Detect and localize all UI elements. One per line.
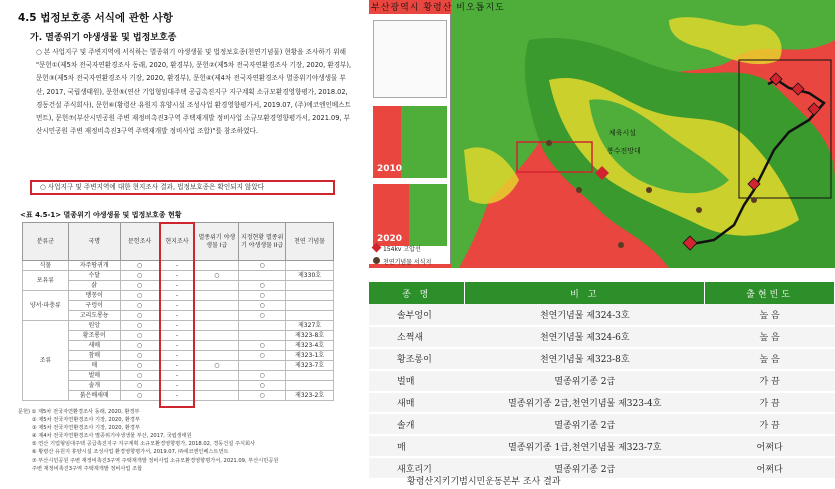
bird-table	[369, 282, 835, 480]
table-cell: 벌매	[68, 371, 120, 381]
references	[18, 408, 363, 473]
table-cell	[195, 371, 239, 381]
table-cell: 참매	[68, 351, 120, 361]
table-cell: -	[159, 311, 195, 321]
table-cell: -	[159, 281, 195, 291]
table-cell: 제323-1호	[286, 351, 334, 361]
bird-name: 솔부엉이	[369, 304, 465, 326]
table-cell	[286, 291, 334, 301]
table-cell: -	[159, 321, 195, 331]
map-title: 부산광역시 황령산 비오톱지도	[371, 3, 505, 13]
table-cell: 삵	[68, 281, 120, 291]
bird-name: 벌매	[369, 370, 465, 392]
table-cell: ○	[120, 321, 159, 331]
table-cell	[195, 321, 239, 331]
bird-name: 소쩍새	[369, 326, 465, 348]
header-class2: 지정현황 멸종위기 야생생물 II급	[239, 223, 286, 261]
table-cell: -	[159, 271, 195, 281]
table-cell	[286, 281, 334, 291]
field-survey-highlight	[159, 222, 195, 408]
table-cell	[195, 331, 239, 341]
table-cell: 새매	[68, 341, 120, 351]
bird-note: 멸종위기종 2급	[465, 413, 705, 435]
table-cell: -	[159, 351, 195, 361]
table-cell: 황조롱이	[68, 331, 120, 341]
reference-line: ③ 제5차 전국자연환경조사 기장, 2020, 환경부	[32, 425, 140, 432]
bird-frequency: 어쩌다	[705, 435, 835, 457]
table-cell	[195, 291, 239, 301]
table-cell: 제323-7호	[286, 361, 334, 371]
table-cell: -	[159, 291, 195, 301]
table-cell: 매	[68, 361, 120, 371]
taxon-cell: 식물	[23, 261, 69, 271]
bird-note: 멸종위기종 1급,천연기념물 제323-7호	[465, 435, 705, 457]
table-cell: ○	[239, 381, 286, 391]
table-cell: -	[159, 341, 195, 351]
bird-row	[369, 392, 835, 414]
reference-line: ② 제5차 전국자연환경조사 기장, 2020, 환경부	[32, 417, 140, 424]
table-cell: ○	[239, 311, 286, 321]
table-cell: -	[159, 381, 195, 391]
bird-row	[369, 370, 835, 392]
bird-table-caption: 황령산지키기범시민운동본부 조사 결과	[407, 477, 561, 487]
table-cell: 제323-8호	[286, 331, 334, 341]
table-cell: ○	[195, 361, 239, 371]
table-cell: 제327호	[286, 321, 334, 331]
table-cell: ○	[239, 351, 286, 361]
table-cell	[239, 361, 286, 371]
bird-name: 황조롱이	[369, 348, 465, 370]
table-cell: ○	[120, 271, 159, 281]
map-and-table-panel	[369, 0, 835, 489]
table-cell: ○	[239, 341, 286, 351]
table-cell	[286, 301, 334, 311]
bird-row	[369, 326, 835, 348]
table-cell: ○	[120, 371, 159, 381]
table-cell: 제330호	[286, 271, 334, 281]
reference-line: ④ 제4차 전국자연환경조사 멸종위기야생생물 부산, 2017, 국립생태원	[32, 433, 192, 440]
taxon-cell: 양서·파충류	[23, 291, 69, 321]
table-cell	[239, 331, 286, 341]
table-cell: ○	[120, 351, 159, 361]
table-cell	[195, 391, 239, 401]
table-cell: ○	[120, 301, 159, 311]
table-cell	[286, 381, 334, 391]
bird-note: 멸종위기종 2급,천연기념물 제323-4호	[465, 392, 705, 414]
thumb-2020-green	[409, 184, 447, 246]
table-cell: -	[159, 301, 195, 311]
table-cell	[286, 371, 334, 381]
table-cell: ○	[120, 341, 159, 351]
table-cell: 고리도롱뇽	[68, 311, 120, 321]
table-cell: ○	[120, 291, 159, 301]
bird-frequency: 높 음	[705, 348, 835, 370]
header-field: 현지조사	[159, 223, 195, 261]
diamond-icon	[372, 243, 382, 253]
bird-frequency: 가 끔	[705, 392, 835, 414]
table-cell: -	[159, 331, 195, 341]
table-cell	[239, 321, 286, 331]
header-taxon: 분류군	[23, 223, 69, 261]
year-2010: 2010	[377, 164, 403, 174]
bird-header-freq: 출현빈도	[705, 282, 835, 304]
map-legend	[373, 244, 431, 266]
table-cell	[195, 351, 239, 361]
bird-note: 천연기념물 제324-3호	[465, 304, 705, 326]
reference-line: ⑥ 황령산 유원지 휴양시설 조성사업 환경영향평가서, 2019.07, ㈜에코엔인베스트먼트	[32, 449, 229, 456]
table-cell: 구렁이	[68, 301, 120, 311]
header-literature: 문헌조사	[120, 223, 159, 261]
table-cell: 수달	[68, 271, 120, 281]
table-cell: ○	[120, 361, 159, 371]
table-cell: ○	[239, 371, 286, 381]
map-layer-panel	[369, 14, 451, 264]
table-cell	[195, 341, 239, 351]
reference-line: 주변 재정비촉진3구역 주택재개발 정비사업 조합	[32, 465, 143, 472]
bird-frequency: 가 끔	[705, 413, 835, 435]
legend-line: 154kv 고압선	[383, 246, 421, 253]
biotope-map	[369, 0, 835, 268]
survey-result-note: ○ 사업지구 및 주변지역에 대한 현지조사 결과, 법정보호종은 확인되지 않았다	[30, 180, 335, 195]
table-cell	[286, 261, 334, 271]
table-cell: ○	[120, 381, 159, 391]
table-cell	[195, 311, 239, 321]
table-cell: 원앙	[68, 321, 120, 331]
table-cell	[239, 271, 286, 281]
year-2020: 2020	[377, 234, 403, 244]
layer-control[interactable]	[373, 20, 447, 98]
table-cell: ○	[120, 331, 159, 341]
table-cell: 제323-2호	[286, 391, 334, 401]
reference-line: ⑦ 부산시민공원 주변 재정비촉진3구역 주택재개발 정비사업 소규모환경영향평가서, 2021.09, 부산시민공원	[32, 457, 279, 464]
map-label-tower: 봉수전망대	[607, 147, 641, 155]
table-cell: ○	[120, 311, 159, 321]
table-caption: <표 4.5-1> 멸종위기 야생생물 및 법정보호종 현황	[20, 211, 182, 219]
table-cell: ○	[239, 301, 286, 311]
taxon-cell: 포유류	[23, 271, 69, 291]
bird-frequency: 높 음	[705, 304, 835, 326]
document-panel	[0, 0, 365, 489]
bird-name: 새호리기	[369, 457, 465, 479]
bird-frequency: 높 음	[705, 326, 835, 348]
survey-paragraph: ○ 본 사업지구 및 주변지역에 서식하는 멸종위기 야생생물 및 법정보호종(천연기념물) 현황을 조사하기 위해 "문헌①(제5차 전국자연환경조사 동래, 2020, 환경부), 문헌②(제5차 전국자연환경조사 기장, 2020, 환경부), 문헌③(제5차 전국자연환경조사 기장, 2020, 환경부), 문헌④(제4차 전국자연환경조사 멸종위기야생생물 부산, 2017, 국립생태원), 문헌⑤(연산 기업형임대주택 공급촉진지구 지구계획 소규모환경영향평가, 2018.02, 경동건설 주식회사), 문헌⑥(황령산 유원지 휴양시설 조성사업 환경영향평가서, 2019.07, (주)에코엔인베스트먼트), 문헌⑦(부산시민공원 주변 재정비촉진3구역 주택재개발 정비사업 소규모환경영향평가서, 2021.09, 부산시민공원 주변 재정비촉진3구역 주택재개발 정비사업 조합)"를 참조하였다.	[36, 48, 352, 136]
bird-row	[369, 413, 835, 435]
header-name: 국명	[68, 223, 120, 261]
taxon-cell: 조류	[23, 321, 69, 401]
legend-nest-row	[373, 257, 431, 266]
table-cell	[286, 311, 334, 321]
table-cell: ○	[120, 391, 159, 401]
header-class1: 멸종위기 야생생물 I급	[195, 223, 239, 261]
table-cell: ○	[195, 271, 239, 281]
table-cell	[195, 261, 239, 271]
reference-line: ⑤ 연산 기업형임대주택 공급촉진지구 지구계획 소규모환경영향평가, 2018.02, 경동건설 주식회사	[32, 441, 255, 448]
table-cell: ○	[239, 291, 286, 301]
owl-icon	[373, 257, 380, 264]
bird-row	[369, 348, 835, 370]
reference-line: 문헌) ① 제5차 전국자연환경조사 동래, 2020, 환경부	[18, 409, 140, 415]
table-cell: 자주땅귀개	[68, 261, 120, 271]
bird-note: 멸종위기종 2급	[465, 370, 705, 392]
table-cell: ○	[120, 281, 159, 291]
table-cell: ○	[239, 261, 286, 271]
sub-title: 가. 멸종위기 야생생물 및 법정보호종	[30, 33, 177, 43]
table-cell: ○	[239, 391, 286, 401]
table-cell: -	[159, 261, 195, 271]
table-cell	[195, 381, 239, 391]
header-monument: 천연 기념물	[286, 223, 334, 261]
table-cell: -	[159, 371, 195, 381]
table-cell	[195, 301, 239, 311]
bird-name: 매	[369, 435, 465, 457]
bird-frequency: 가 끔	[705, 370, 835, 392]
table-cell: 맹꽁이	[68, 291, 120, 301]
legend-nest: 천연기념물 서식지	[383, 259, 432, 266]
bird-note: 천연기념물 제324-6호	[465, 326, 705, 348]
bird-row	[369, 304, 835, 326]
bird-note: 멸종위기종 2급	[465, 457, 705, 479]
bird-frequency: 어쩌다	[705, 457, 835, 479]
table-cell: 붉은배새매	[68, 391, 120, 401]
table-cell: 솔개	[68, 381, 120, 391]
section-title: 4.5 법정보호종 서식에 관한 사항	[18, 12, 173, 24]
table-cell: ○	[239, 281, 286, 291]
bird-name: 솔개	[369, 413, 465, 435]
bird-header-name: 종 명	[369, 282, 465, 304]
bird-header-note: 비 고	[465, 282, 705, 304]
bird-note: 천연기념물 제323-8호	[465, 348, 705, 370]
table-cell: -	[159, 361, 195, 371]
table-cell: 제323-4호	[286, 341, 334, 351]
table-cell: -	[159, 391, 195, 401]
bird-row	[369, 435, 835, 457]
bird-name: 새매	[369, 392, 465, 414]
table-cell	[195, 281, 239, 291]
map-label-sports: 체육시설	[609, 129, 637, 137]
table-cell: ○	[120, 261, 159, 271]
